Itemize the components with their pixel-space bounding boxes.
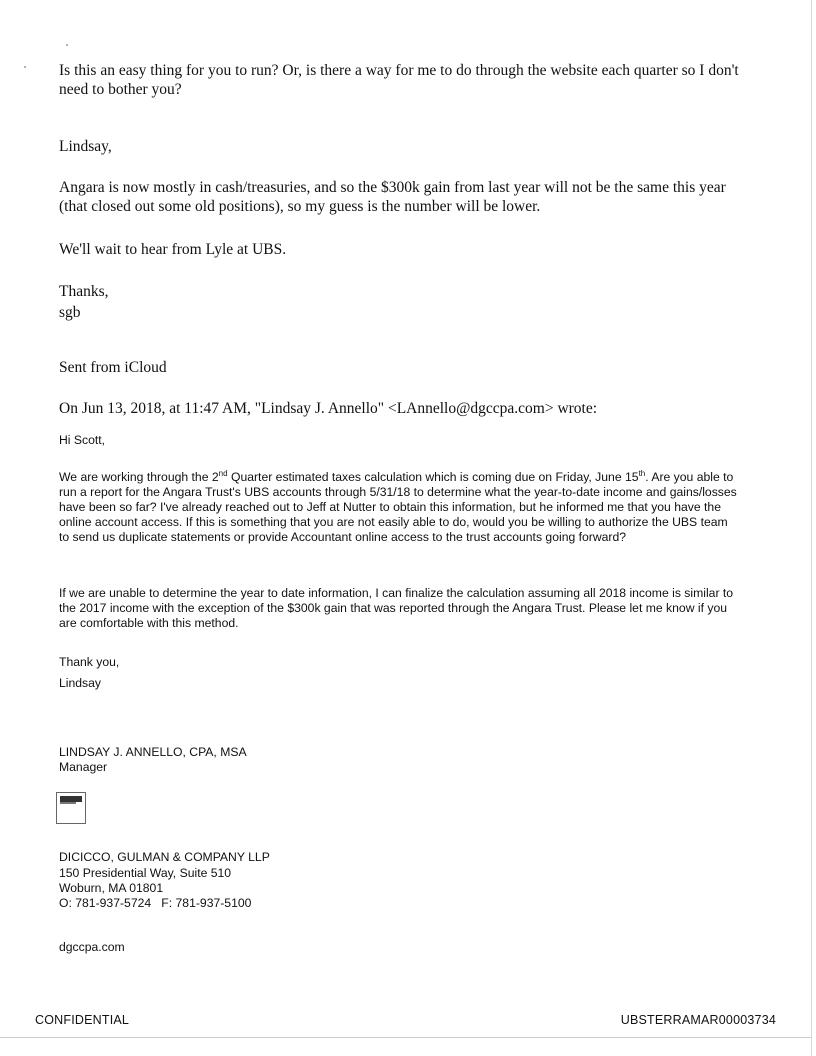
original-paragraph-2: If we are unable to determine the year to date information, I can finalize the calculation assuming all 2018 income is similar to the 2017 income with the exception of the $300k gain that was reported through the Angara Trust. Please let me know if you are comfortable with this method. xyxy=(59,586,734,630)
p1-superscript-th: th xyxy=(638,468,646,478)
company-logo-image xyxy=(56,792,86,824)
p1-text-b: Quarter estimated taxes calculation which is coming due on Friday, June 15 xyxy=(227,470,639,484)
logo-mark xyxy=(60,802,76,804)
page-edge-rule xyxy=(811,0,812,1056)
footer-confidential: CONFIDENTIAL xyxy=(35,1013,130,1027)
signature-name: LINDSAY J. ANNELLO, CPA, MSA xyxy=(59,745,247,759)
company-phones: O: 781-937-5724 F: 781-937-5100 xyxy=(59,896,252,910)
company-website: dgccpa.com xyxy=(59,940,125,954)
p1-text-a: We are working through the 2 xyxy=(59,470,219,484)
company-address-1: 150 Presidential Way, Suite 510 xyxy=(59,866,232,880)
company-name: DICICCO, GULMAN & COMPANY LLP xyxy=(59,850,270,864)
reply-salutation: Lindsay, xyxy=(59,138,112,155)
reply-signoff: sgb xyxy=(59,304,81,321)
scan-speck xyxy=(24,66,26,68)
footer-rule xyxy=(0,1037,812,1038)
sent-from-line: Sent from iCloud xyxy=(59,359,167,376)
original-closing: Thank you, xyxy=(59,655,120,669)
footer-bates-number: UBSTERRAMAR00003734 xyxy=(620,1013,776,1027)
reply-question: Is this an easy thing for you to run? Or, is there a way for me to do through the website each quarter so I don't need to bother you? xyxy=(59,62,739,98)
signature-title: Manager xyxy=(59,760,108,774)
reply-thanks: Thanks, xyxy=(59,283,109,300)
reply-paragraph-1: Angara is now mostly in cash/treasuries, and so the $300k gain from last year will not be the same this year (that closed out some old positions), so my guess is the number will be lower. xyxy=(59,179,726,215)
p1-text-c: . Are you able to run a report for the Angara Trust's UBS accounts through 5/31/18 to determine what the year-to-date income and gains/losses have been so far? I've already reached out to Jeff at Nutter to obtain this information, but he informed me that you have the online account access. If this is something that you are not easily able to do, would you be willing to authorize the UBS team to send us duplicate statements or provide Accountant online access to the trust accounts going forward? xyxy=(59,470,737,544)
original-paragraph-1 xyxy=(59,470,741,545)
company-address-2: Woburn, MA 01801 xyxy=(59,881,164,895)
quoted-header-line: On Jun 13, 2018, at 11:47 AM, "Lindsay J. Annello" <LAnnello@dgccpa.com> wrote: xyxy=(59,400,598,417)
original-greeting: Hi Scott, xyxy=(59,433,106,447)
reply-paragraph-2: We'll wait to hear from Lyle at UBS. xyxy=(59,241,287,258)
original-closing-name: Lindsay xyxy=(59,676,102,690)
p1-superscript-nd: nd xyxy=(218,468,228,478)
scan-speck xyxy=(66,44,68,46)
